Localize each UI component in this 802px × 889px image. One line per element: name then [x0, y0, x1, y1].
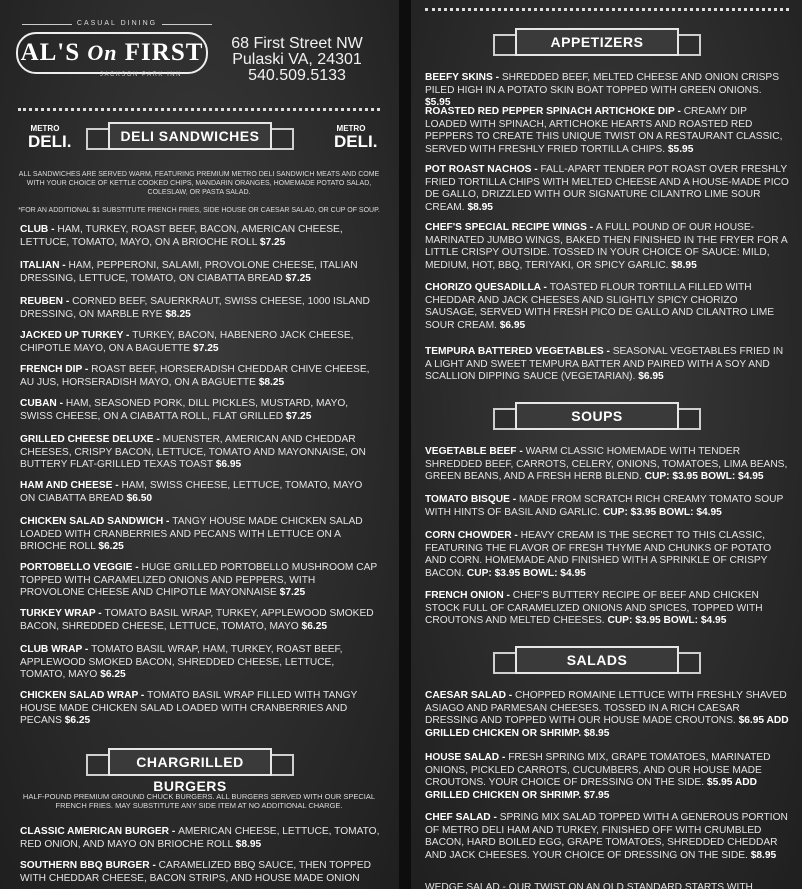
- menu-item-name: CHORIZO QUESADILLA -: [425, 282, 550, 293]
- metro-deli-logo-left: [28, 124, 72, 156]
- metro-label: METRO: [30, 124, 60, 133]
- menu-item: [20, 644, 380, 682]
- banner-tail-left: [493, 34, 517, 56]
- menu-item-description: HAM, TURKEY, ROAST BEEF, BACON, AMERICAN CHEESE, LETTUCE, TOMATO, MAYO, ON A BRIOCHE ROLL: [20, 224, 343, 248]
- menu-item-description: TURKEY, BACON, HABENERO JACK CHEESE, CHIPOTLE MAYO, ON A BAGUETTE: [20, 330, 354, 354]
- banner-tail-left: [493, 408, 517, 430]
- menu-item-description: SPRING MIX SALAD TOPPED WITH A GENEROUS PORTION OF METRO DELI HAM AND TURKEY, FINISHED OFF WITH CRUMBLED BACON, HARD BOILED EGG, GRAPE TOMATOES, SHREDDED CHEDDAR AND JACK CHEESES. YOUR CHOICE OF DRESSING ON THE SIDE.: [425, 812, 788, 861]
- menu-item: [425, 530, 789, 580]
- menu-item-name: CUBAN -: [20, 398, 66, 409]
- menu-item-name: CHICKEN SALAD WRAP -: [20, 690, 148, 701]
- menu-item-name: TEMPURA BATTERED VEGETABLES -: [425, 346, 613, 357]
- menu-item: [20, 608, 380, 633]
- menu-item-name: FRENCH DIP -: [20, 364, 92, 375]
- menu-item-price: $7.25: [193, 342, 219, 354]
- menu-item: [425, 72, 789, 110]
- menu-item-price: $6.25: [100, 669, 126, 680]
- menu-item: [20, 364, 380, 389]
- menu-item-price: $6.25: [98, 541, 124, 552]
- menu-item: [20, 690, 380, 728]
- metro-deli-logo-right: [334, 124, 378, 156]
- menu-item-description: SHREDDED BEEF, MELTED CHEESE AND ONION CRISPS PILED HIGH IN A POTATO SKIN BOAT TOPPED WITH GREEN ONIONS.: [425, 72, 780, 96]
- address: [222, 36, 372, 84]
- menu-item-name: BEEFY SKINS -: [425, 72, 502, 83]
- menu-item-price: $7.25: [259, 236, 286, 248]
- menu-item-description: CREAMY DIP LOADED WITH SPINACH, ARTICHOKE HEARTS AND ROASTED RED PEPPERS TO CREATE THIS UNIQUE TWIST ON A RESTAURANT CLASSIC, SERVED WITH FRESHLY FRIED TORTILLA CHIPS.: [425, 106, 783, 155]
- logo-on: On: [87, 40, 118, 65]
- menu-item-description: MADE FROM SCRATCH RICH CREAMY TOMATO SOUP WITH HINTS OF BASIL AND GARLIC.: [425, 494, 784, 518]
- menu-item-price: $8.25: [258, 376, 285, 388]
- menu-item: [425, 282, 789, 332]
- address-street: 68 First Street NW: [231, 35, 363, 52]
- menu-item-price: $8.95: [235, 838, 262, 850]
- menu-item: [20, 516, 380, 554]
- menu-item-description: MUENSTER, AMERICAN AND CHEDDAR CHEESES, CRISPY BACON, LETTUCE, TOMATO AND MAYONNAISE, ON BUTTERY FLAT-GRILLED TEXAS TOAST: [20, 434, 366, 470]
- chargrilled-burgers-banner: [108, 748, 272, 794]
- menu-item: [425, 164, 789, 214]
- menu-item-name: SOUTHERN BBQ BURGER -: [20, 860, 159, 871]
- menu-item-description: TANGY HOUSE MADE CHICKEN SALAD LOADED WITH CRANBERRIES AND PECANS WITH LETTUCE ON A BRIOCHE ROLL: [20, 516, 363, 552]
- menu-item-description: CHEF'S BUTTERY RECIPE OF BEEF AND CHICKEN STOCK FULL OF CARAMELIZED ONIONS AND SPICES, TOPPED WITH CROUTONS AND MELTED CHEESES.: [425, 590, 763, 626]
- menu-item-price: $5.95: [667, 143, 694, 155]
- menu-item: [425, 752, 789, 802]
- menu-item-price: $8.25: [165, 308, 191, 320]
- section-title: SALADS: [515, 646, 679, 674]
- menu-item: [425, 106, 789, 156]
- deli-note: ALL SANDWICHES ARE SERVED WARM, FEATURING PREMIUM METRO DELI SANDWICH MEATS AND COME WITH YOUR CHOICE OF KETTLE COOKED CHIPS, MANDARIN ORANGES, HOMEMADE POTATO SALAD, COLESLAW, OR PASTA SALAD.: [18, 171, 380, 196]
- menu-item-price: $6.50: [126, 492, 153, 504]
- menu-item-price: $6.25: [64, 715, 91, 726]
- section-title: CHARGRILLED BURGERS: [108, 748, 272, 776]
- menu-item: [20, 826, 380, 851]
- menu-item-price: CUP: $3.95 BOWL: $4.95: [607, 615, 727, 626]
- menu-item: [425, 346, 789, 384]
- address-city: Pulaski VA, 24301: [232, 51, 362, 68]
- deli-sandwiches-banner: [108, 122, 272, 148]
- menu-item-description: CHOPPED ROMAINE LETTUCE WITH FRESHLY SHAVED ASIAGO AND PARMESAN CHEESES. TOSSED IN A RICH CAESAR DRESSING AND TOPPED WITH OUR HOUSE MADE CROUTONS.: [425, 690, 787, 726]
- menu-item-name: CLUB WRAP -: [20, 644, 92, 655]
- restaurant-header: [0, 0, 399, 110]
- menu-item-description: CORNED BEEF, SAUERKRAUT, SWISS CHEESE, 1000 ISLAND DRESSING, ON MARBLE RYE: [20, 296, 370, 320]
- casual-dining-tag: CASUAL DINING: [22, 20, 212, 27]
- menu-item-name: CAESAR SALAD -: [425, 690, 515, 701]
- menu-item-description: WARM CLASSIC HOMEMADE WITH TENDER SHREDDED BEEF, CARROTS, CELERY, ONIONS, TOMATOES, LIMA BEANS, GREEN BEANS, AND A FRESH HERB BLEND.: [425, 446, 788, 482]
- section-title: SOUPS: [515, 402, 679, 430]
- menu-item: [20, 860, 380, 885]
- menu-item-price: $6.95: [215, 459, 242, 470]
- menu-item-name: JACKED UP TURKEY -: [20, 330, 133, 341]
- menu-item-price: $5.95: [425, 97, 451, 108]
- menu-item-description: A FULL POUND OF OUR HOUSE-MARINATED JUMBO WINGS, BAKED THEN FINISHED IN THE FRYER FOR A LITTLE CRISPY OUTSIDE. TOSSED IN YOUR CHOICE OF SAUCE: MILD, MEDIUM, HOT, BBQ, TERIYAKI, OR SPICY GARLIC.: [425, 222, 788, 271]
- menu-item-name: TURKEY WRAP -: [20, 608, 105, 619]
- menu-item-price: CUP: $3.95 BOWL: $4.95: [466, 567, 586, 579]
- banner-tail-left: [86, 754, 110, 776]
- menu-item-description: TOMATO BASIL WRAP, TURKEY, APPLEWOOD SMOKED BACON, SHREDDED CHEESE, LETTUCE, TOMATO, MAYO: [20, 608, 374, 632]
- menu-item-price: $6.95 ADD GRILLED CHICKEN OR SHRIMP. $8.95: [425, 715, 789, 739]
- menu-item-price: CUP: $3.95 BOWL: $4.95: [602, 506, 722, 518]
- menu-item-name: TOMATO BISQUE -: [425, 494, 519, 505]
- menu-item-description: HUGE GRILLED PORTOBELLO MUSHROOM CAP TOPPED WITH CARAMELIZED ONIONS AND PEPPERS, WITH PROVOLONE CHEESE AND CHIPOTLE MAYONNAISE: [20, 562, 378, 598]
- menu-item-name: CHICKEN SALAD SANDWICH -: [20, 516, 173, 527]
- menu-item-price: $8.95: [467, 201, 493, 213]
- column-gutter: [399, 0, 411, 889]
- menu-item-description: CARAMELIZED BBQ SAUCE, THEN TOPPED WITH CHEDDAR CHEESE, BACON STRIPS, AND HOUSE MADE ONION: [20, 860, 371, 884]
- menu-item-price: $6.25: [301, 620, 328, 632]
- menu-item-name: CHEF SALAD -: [425, 812, 500, 823]
- menu-item-price: $6.95: [638, 371, 664, 382]
- menu-item-name: ROASTED RED PEPPER SPINACH ARTICHOKE DIP -: [425, 106, 684, 117]
- banner-tail-right: [677, 34, 701, 56]
- menu-item: [20, 562, 380, 600]
- menu-item-description: HAM, PEPPERONI, SALAMI, PROVOLONE CHEESE, ITALIAN DRESSING, LETTUCE, TOMATO, ON CIABATTA BREAD: [20, 260, 358, 284]
- menu-item-name: CHEF'S SPECIAL RECIPE WINGS -: [425, 222, 596, 233]
- menu-item-description: FRESH SPRING MIX, GRAPE TOMATOES, MARINATED ONIONS, PICKLED CARROTS, CUCUMBERS, AND OUR HOUSE MADE CROUTONS. YOUR CHOICE OF DRESSING ON THE SIDE.: [425, 752, 771, 788]
- menu-item: [425, 590, 789, 628]
- banner-tail-right: [270, 128, 294, 150]
- menu-item-price: $7.25: [279, 587, 306, 598]
- deli-label: DELI.: [334, 132, 378, 151]
- menu-item: [20, 296, 380, 321]
- menu-item-description: HEAVY CREAM IS THE SECRET TO THIS CLASSIC, FEATURING THE FLAVOR OF FRESH THYME AND CHUNKS OF POTATO AND CORN. HOMEMADE AND FINISHED WITH A SPRINKLE OF CRISPY BACON.: [425, 530, 772, 579]
- section-title: DELI SANDWICHES: [108, 122, 272, 150]
- menu-item: [20, 330, 380, 355]
- menu-item: [425, 494, 789, 519]
- menu-item-price: $8.95: [750, 849, 777, 861]
- menu-item-name: FRENCH ONION -: [425, 590, 513, 601]
- menu-item-name: ITALIAN -: [20, 260, 69, 271]
- menu-item: [20, 480, 380, 505]
- menu-item: [425, 690, 789, 740]
- menu-item: [20, 398, 380, 423]
- burgers-note: HALF-POUND PREMIUM GROUND CHUCK BURGERS. ALL BURGERS SERVED WITH OUR SPECIAL FRENCH FRIES. MAY SUBSTITUTE ANY SIDE ITEM AT NO ADDITIONAL CHARGE.: [22, 792, 376, 810]
- menu-item-price: CUP: $3.95 BOWL: $4.95: [644, 471, 764, 482]
- menu-item: [20, 260, 380, 285]
- menu-item-description: AMERICAN CHEESE, LETTUCE, TOMATO, RED ONION, AND MAYO ON BRIOCHE ROLL: [20, 826, 380, 850]
- menu-item-name: HAM AND CHEESE -: [20, 480, 122, 491]
- appetizers-banner: [515, 28, 679, 54]
- menu-item: [20, 434, 380, 472]
- menu-item-price: $8.95: [671, 259, 697, 271]
- menu-item: [20, 224, 380, 249]
- salads-banner: [515, 646, 679, 672]
- menu-item: [425, 222, 789, 272]
- menu-item-name: CLUB -: [20, 224, 58, 235]
- menu-item: [425, 446, 789, 484]
- menu-item-name: CLASSIC AMERICAN BURGER -: [20, 826, 179, 837]
- menu-item-description: HAM, SEASONED PORK, DILL PICKLES, MUSTARD, MAYO, SWISS CHEESE, ON A CIABATTA ROLL, FLAT GRILLED: [20, 398, 349, 422]
- menu-item-description: HAM, SWISS CHEESE, LETTUCE, TOMATO, MAYO ON CIABATTA BREAD: [20, 480, 363, 504]
- banner-tail-left: [493, 652, 517, 674]
- deli-substitute-note: *FOR AN ADDITIONAL $1 SUBSTITUTE FRENCH FRIES, SIDE HOUSE OR CAESAR SALAD, OR CUP OF SOUP.: [18, 207, 380, 214]
- banner-tail-right: [677, 408, 701, 430]
- logo-left: AL'S: [20, 39, 81, 66]
- wedge-salad-cut: WEDGE SALAD - OUR TWIST ON AN OLD STANDARD STARTS WITH: [425, 882, 753, 889]
- logo-right: FIRST: [124, 39, 204, 66]
- menu-item-description: TOMATO BASIL WRAP, HAM, TURKEY, ROAST BEEF, APPLEWOOD SMOKED BACON, SHREDDED CHEESE, LETTUCE, TOMATO, MAYO: [20, 644, 343, 680]
- menu-item-price: $6.95: [499, 319, 526, 331]
- banner-tail-right: [270, 754, 294, 776]
- dotted-divider: [425, 8, 789, 11]
- dotted-divider: [18, 108, 380, 111]
- metro-label: METRO: [336, 124, 366, 133]
- banner-tail-right: [677, 652, 701, 674]
- menu-item-description: SEASONAL VEGETABLES FRIED IN A LIGHT AND SWEET TEMPURA BATTER AND PAIRED WITH A SOY AND SCALLION DIPPING SAUCE (VEGETARIAN).: [425, 346, 784, 382]
- menu-item-name: VEGETABLE BEEF -: [425, 446, 526, 457]
- menu-item-description: TOASTED FLOUR TORTILLA FILLED WITH CHEDDAR AND JACK CHEESES AND SLIGHTLY SPICY CHORIZO SAUSAGE, SERVED WITH FRESH PICO DE GALLO AND CILANTRO LIME SOUR CREAM.: [425, 282, 775, 331]
- section-title: APPETIZERS: [515, 28, 679, 56]
- menu-item-name: GRILLED CHEESE DELUXE -: [20, 434, 163, 445]
- jackson-park-inn: JACKSON PARK INN: [100, 72, 182, 78]
- banner-tail-left: [86, 128, 110, 150]
- menu-item-name: REUBEN -: [20, 296, 73, 307]
- menu-item-name: CORN CHOWDER -: [425, 530, 521, 541]
- menu-item-description: ROAST BEEF, HORSERADISH CHEDDAR CHIVE CHEESE, AU JUS, HORSERADISH MAYO, ON A BAGUETTE: [20, 364, 370, 388]
- right-column: [411, 0, 802, 889]
- menu-item-name: PORTOBELLO VEGGIE -: [20, 562, 142, 573]
- menu-item-description: FALL-APART TENDER POT ROAST OVER FRESHLY FRIED TORTILLA CHIPS WITH MELTED CHEESE AND A HOUSE-MADE PICO DE GALLO, DRIZZLED WITH OUR SIGNATURE CILANTRO LIME SOUR CREAM.: [425, 164, 789, 213]
- menu-item-name: HOUSE SALAD -: [425, 752, 509, 763]
- menu-item: [425, 812, 789, 862]
- left-column: [0, 0, 399, 889]
- menu-item-price: $5.95 ADD GRILLED CHICKEN OR SHRIMP. $7.95: [425, 777, 757, 801]
- menu-item-description: TOMATO BASIL WRAP FILLED WITH TANGY HOUSE MADE CHICKEN SALAD LOADED WITH CRANBERRIES AND PECANS: [20, 690, 358, 726]
- phone-number: 540.509.5133: [248, 67, 346, 84]
- menu-item-price: $7.25: [285, 410, 312, 422]
- menu-item-name: POT ROAST NACHOS -: [425, 164, 541, 175]
- restaurant-logo: [16, 32, 208, 74]
- deli-label: DELI.: [28, 132, 72, 151]
- menu-item-price: $7.25: [285, 272, 311, 284]
- soups-banner: [515, 402, 679, 428]
